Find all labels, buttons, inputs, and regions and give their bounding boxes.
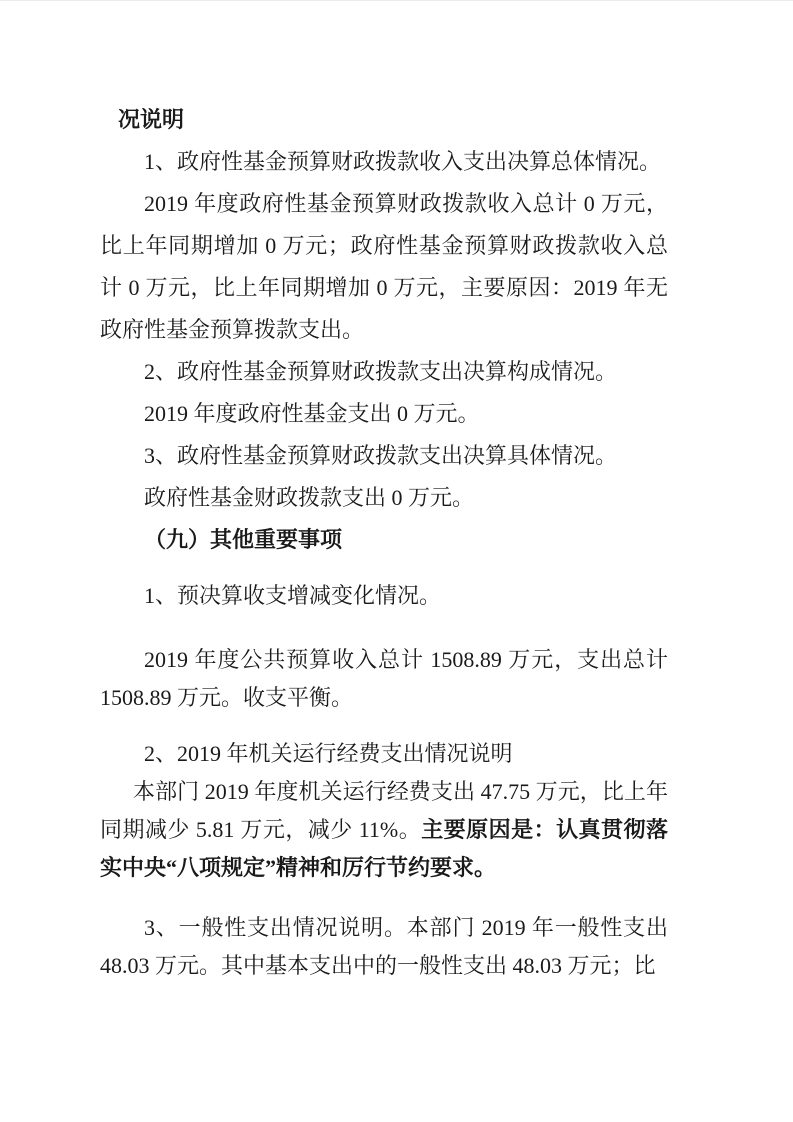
gov-fund-item-3: 3、政府性基金预算财政拨款支出决算具体情况。: [144, 443, 618, 468]
gov-fund-item-1: 1、政府性基金预算财政拨款收入支出决算总体情况。: [144, 149, 662, 174]
operating-expense-text: 本部门 2019 年度机关运行经费支出 47.75 万元，比上年同期减少 5.81 万元，减少 11%。: [100, 779, 668, 842]
gov-fund-section: [100, 99, 668, 519]
gov-fund-item-2: 2、政府性基金预算财政拨款支出决算构成情况。: [144, 359, 618, 384]
gov-fund-item-3-detail: 政府性基金财政拨款支出 0 万元。: [144, 485, 475, 510]
page-content: [100, 99, 668, 985]
operating-expense-reason-emphasis: 主要原因是：认真贯彻落实中央“八项规定”精神和厉行节约要求。: [100, 817, 668, 880]
other-matters-item-2-detail: [100, 773, 668, 887]
other-matters-item-1: 1、预决算收支增减变化情况。: [144, 583, 442, 608]
other-matters-item-1-detail: 2019 年度公共预算收入总计 1508.89 万元，支出总计 1508.89 万元。收支平衡。: [100, 647, 668, 710]
other-matters-section: [100, 577, 668, 985]
gov-fund-item-2-detail: 2019 年度政府性基金支出 0 万元。: [144, 401, 480, 426]
gov-fund-item-1-detail: 2019 年度政府性基金预算财政拨款收入总计 0 万元，比上年同期增加 0 万元；政府性基金预算财政拨款收入总计 0 万元，比上年同期增加 0 万元，主要原因：2019 年无政府性基金预算拨款支出。: [100, 191, 668, 342]
other-matters-item-3: 3、一般性支出情况说明。本部门 2019 年一般性支出 48.03 万元。其中基本支出中的一般性支出 48.03 万元；比: [100, 915, 668, 978]
section-heading-continuation: 况说明: [118, 107, 185, 132]
other-matters-item-2: 2、2019 年机关运行经费支出情况说明: [144, 741, 513, 766]
other-matters-heading: （九）其他重要事项: [144, 527, 343, 552]
